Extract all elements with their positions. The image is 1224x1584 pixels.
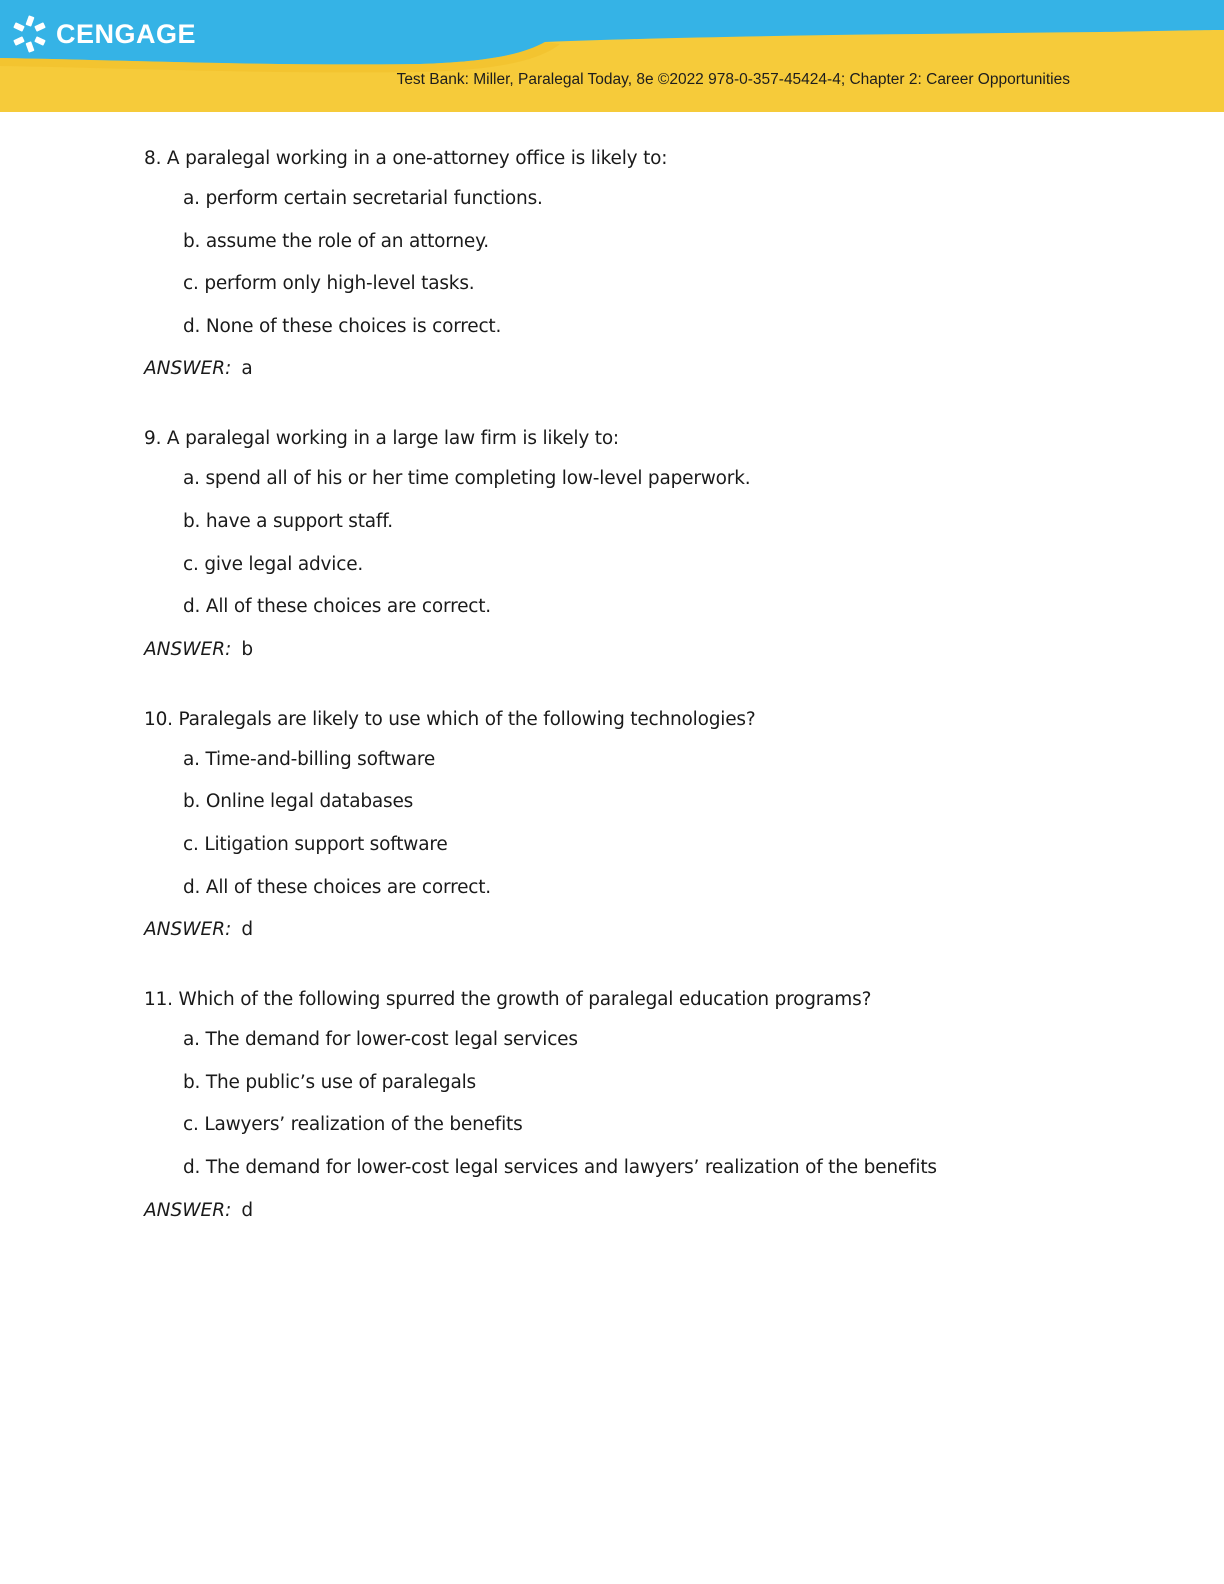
choice-c: c. Litigation support software [183,833,448,855]
choice-d: d. All of these choices are correct. [183,876,491,898]
choice-a: a. spend all of his or her time completing low-level paperwork. [183,468,751,490]
cengage-logo-icon [10,14,50,54]
question-10 [144,703,1144,947]
cengage-logo [10,12,196,56]
choice-b: b. Online legal databases [183,791,414,813]
choice-c: c. give legal advice. [183,553,364,575]
choice-c: c. Lawyers’ realization of the benefits [183,1114,523,1136]
choice-d: d. The demand for lower-cost legal services and lawyers’ realization of the benefits [183,1156,937,1178]
answer-line [144,633,1144,667]
choice-d: d. None of these choices is correct. [183,315,502,337]
question-11 [144,983,1144,1227]
answer-value: b [241,638,254,660]
answer-label: ANSWER: [144,638,232,660]
choice-d: d. All of these choices are correct. [183,596,491,618]
question-stem: 10. Paralegals are likely to use which of the following technologies? [144,708,756,730]
question-stem: 11. Which of the following spurred the growth of paralegal education programs? [144,989,872,1011]
header-banner [0,0,1224,122]
cengage-logo-text: CENGAGE [56,18,197,49]
question-stem: 9. A paralegal working in a large law firm is likely to: [144,428,619,450]
answer-line [144,352,1144,386]
choice-b: b. assume the role of an attorney. [183,230,489,252]
answer-line [144,1194,1144,1228]
answer-value: d [241,919,254,941]
question-8 [144,142,1144,386]
choice-a: a. perform certain secretarial functions. [183,188,543,209]
choice-b: b. have a support staff. [183,510,393,532]
answer-line [144,913,1144,947]
answer-label: ANSWER: [144,919,232,941]
choice-c: c. perform only high-level tasks. [183,273,475,295]
answer-value: a [241,358,253,380]
question-list [144,142,1144,1264]
answer-label: ANSWER: [144,1199,232,1221]
choice-b: b. The public’s use of paralegals [183,1071,476,1093]
answer-value: d [241,1199,254,1221]
question-stem: 8. A paralegal working in a one-attorney office is likely to: [144,148,668,169]
answer-label: ANSWER: [144,358,232,380]
choice-a: a. Time-and-billing software [183,748,436,770]
choice-a: a. The demand for lower-cost legal services [183,1029,578,1051]
page-header-title: Test Bank: Miller, Paralegal Today, 8e ©2022 978-0-357-45424-4; Chapter 2: Career Opportunities [396,71,1070,88]
question-9 [144,422,1144,666]
